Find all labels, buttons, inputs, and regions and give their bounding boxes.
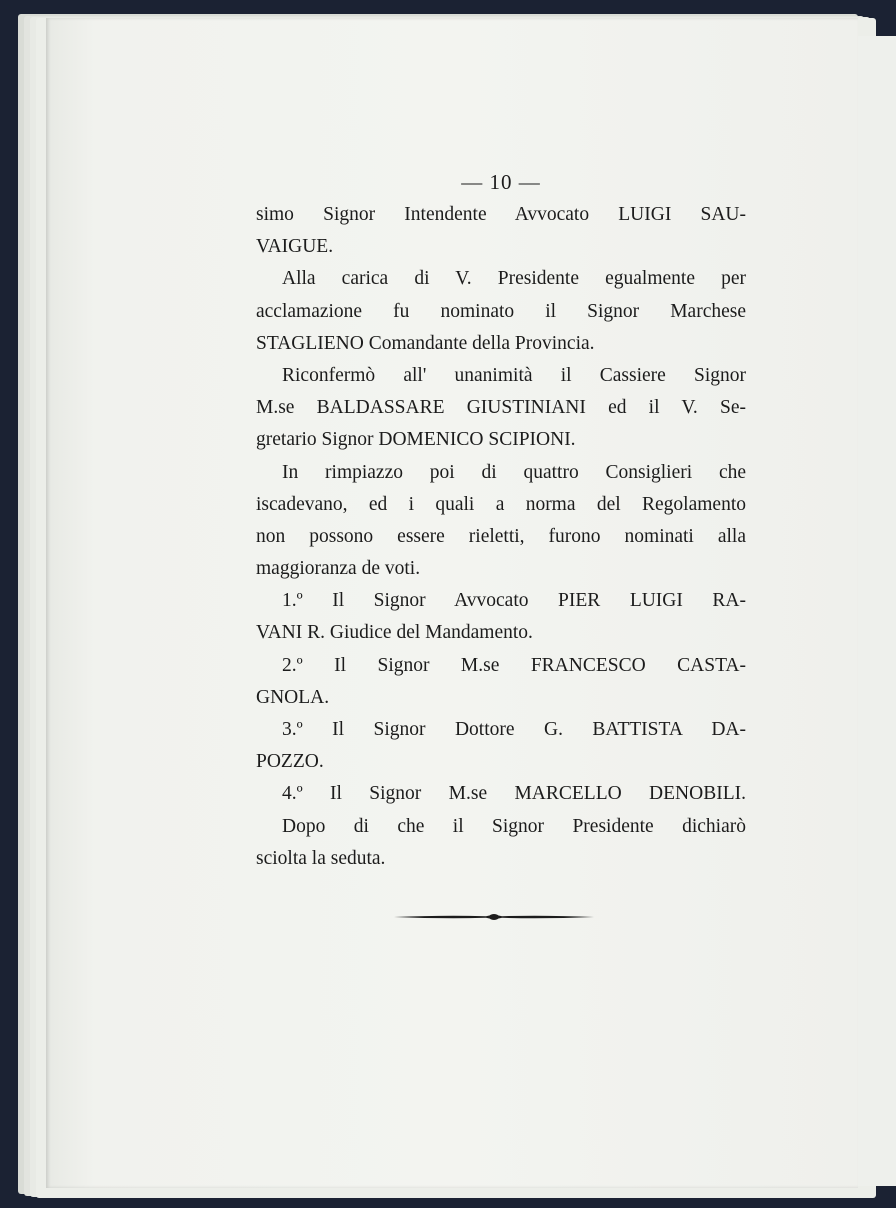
text-line: 2.º Il Signor M.se FRANCESCO CASTA-	[282, 654, 746, 676]
text-line: 3.º Il Signor Dottore G. BATTISTA DA-	[282, 719, 746, 740]
text-line: Riconfermò all' unanimità il Cassiere Signor	[282, 364, 746, 386]
page-text-block	[256, 170, 746, 875]
body-text	[256, 199, 746, 875]
section-divider-ornament	[394, 912, 594, 922]
text-line: acclamazione fu nominato il Signor Marchese	[256, 300, 746, 322]
facing-page-edge	[856, 36, 896, 1186]
text-line: GNOLA.	[256, 686, 330, 708]
text-line: STAGLIENO Comandante della Provincia.	[256, 332, 595, 354]
text-line: M.se BALDASSARE GIUSTINIANI ed il V. Se-	[256, 397, 746, 419]
text-line: simo Signor Intendente Avvocato LUIGI SAU-	[256, 204, 746, 225]
text-line: Alla carica di V. Presidente egualmente per	[282, 268, 746, 290]
text-line: 4.º Il Signor M.se MARCELLO DENOBILI.	[282, 783, 746, 805]
text-line: 1.º Il Signor Avvocato PIER LUIGI RA-	[282, 590, 746, 612]
text-line: maggioranza de voti.	[256, 558, 421, 580]
text-line: non possono essere rieletti, furono nominati alla	[256, 525, 746, 547]
text-line: gretario Signor DOMENICO SCIPIONI.	[256, 429, 576, 451]
page-number: — 10 —	[461, 170, 541, 194]
text-line: In rimpiazzo poi di quattro Consiglieri che	[282, 461, 746, 483]
book-page	[46, 18, 858, 1188]
text-line: iscadevano, ed i quali a norma del Regolamento	[256, 493, 746, 515]
text-line: sciolta la seduta.	[256, 847, 386, 869]
text-line: Dopo di che il Signor Presidente dichiarò	[282, 815, 746, 837]
text-line: VANI R. Giudice del Mandamento.	[256, 622, 533, 644]
text-line: VAIGUE.	[256, 236, 334, 258]
text-line: POZZO.	[256, 751, 324, 773]
